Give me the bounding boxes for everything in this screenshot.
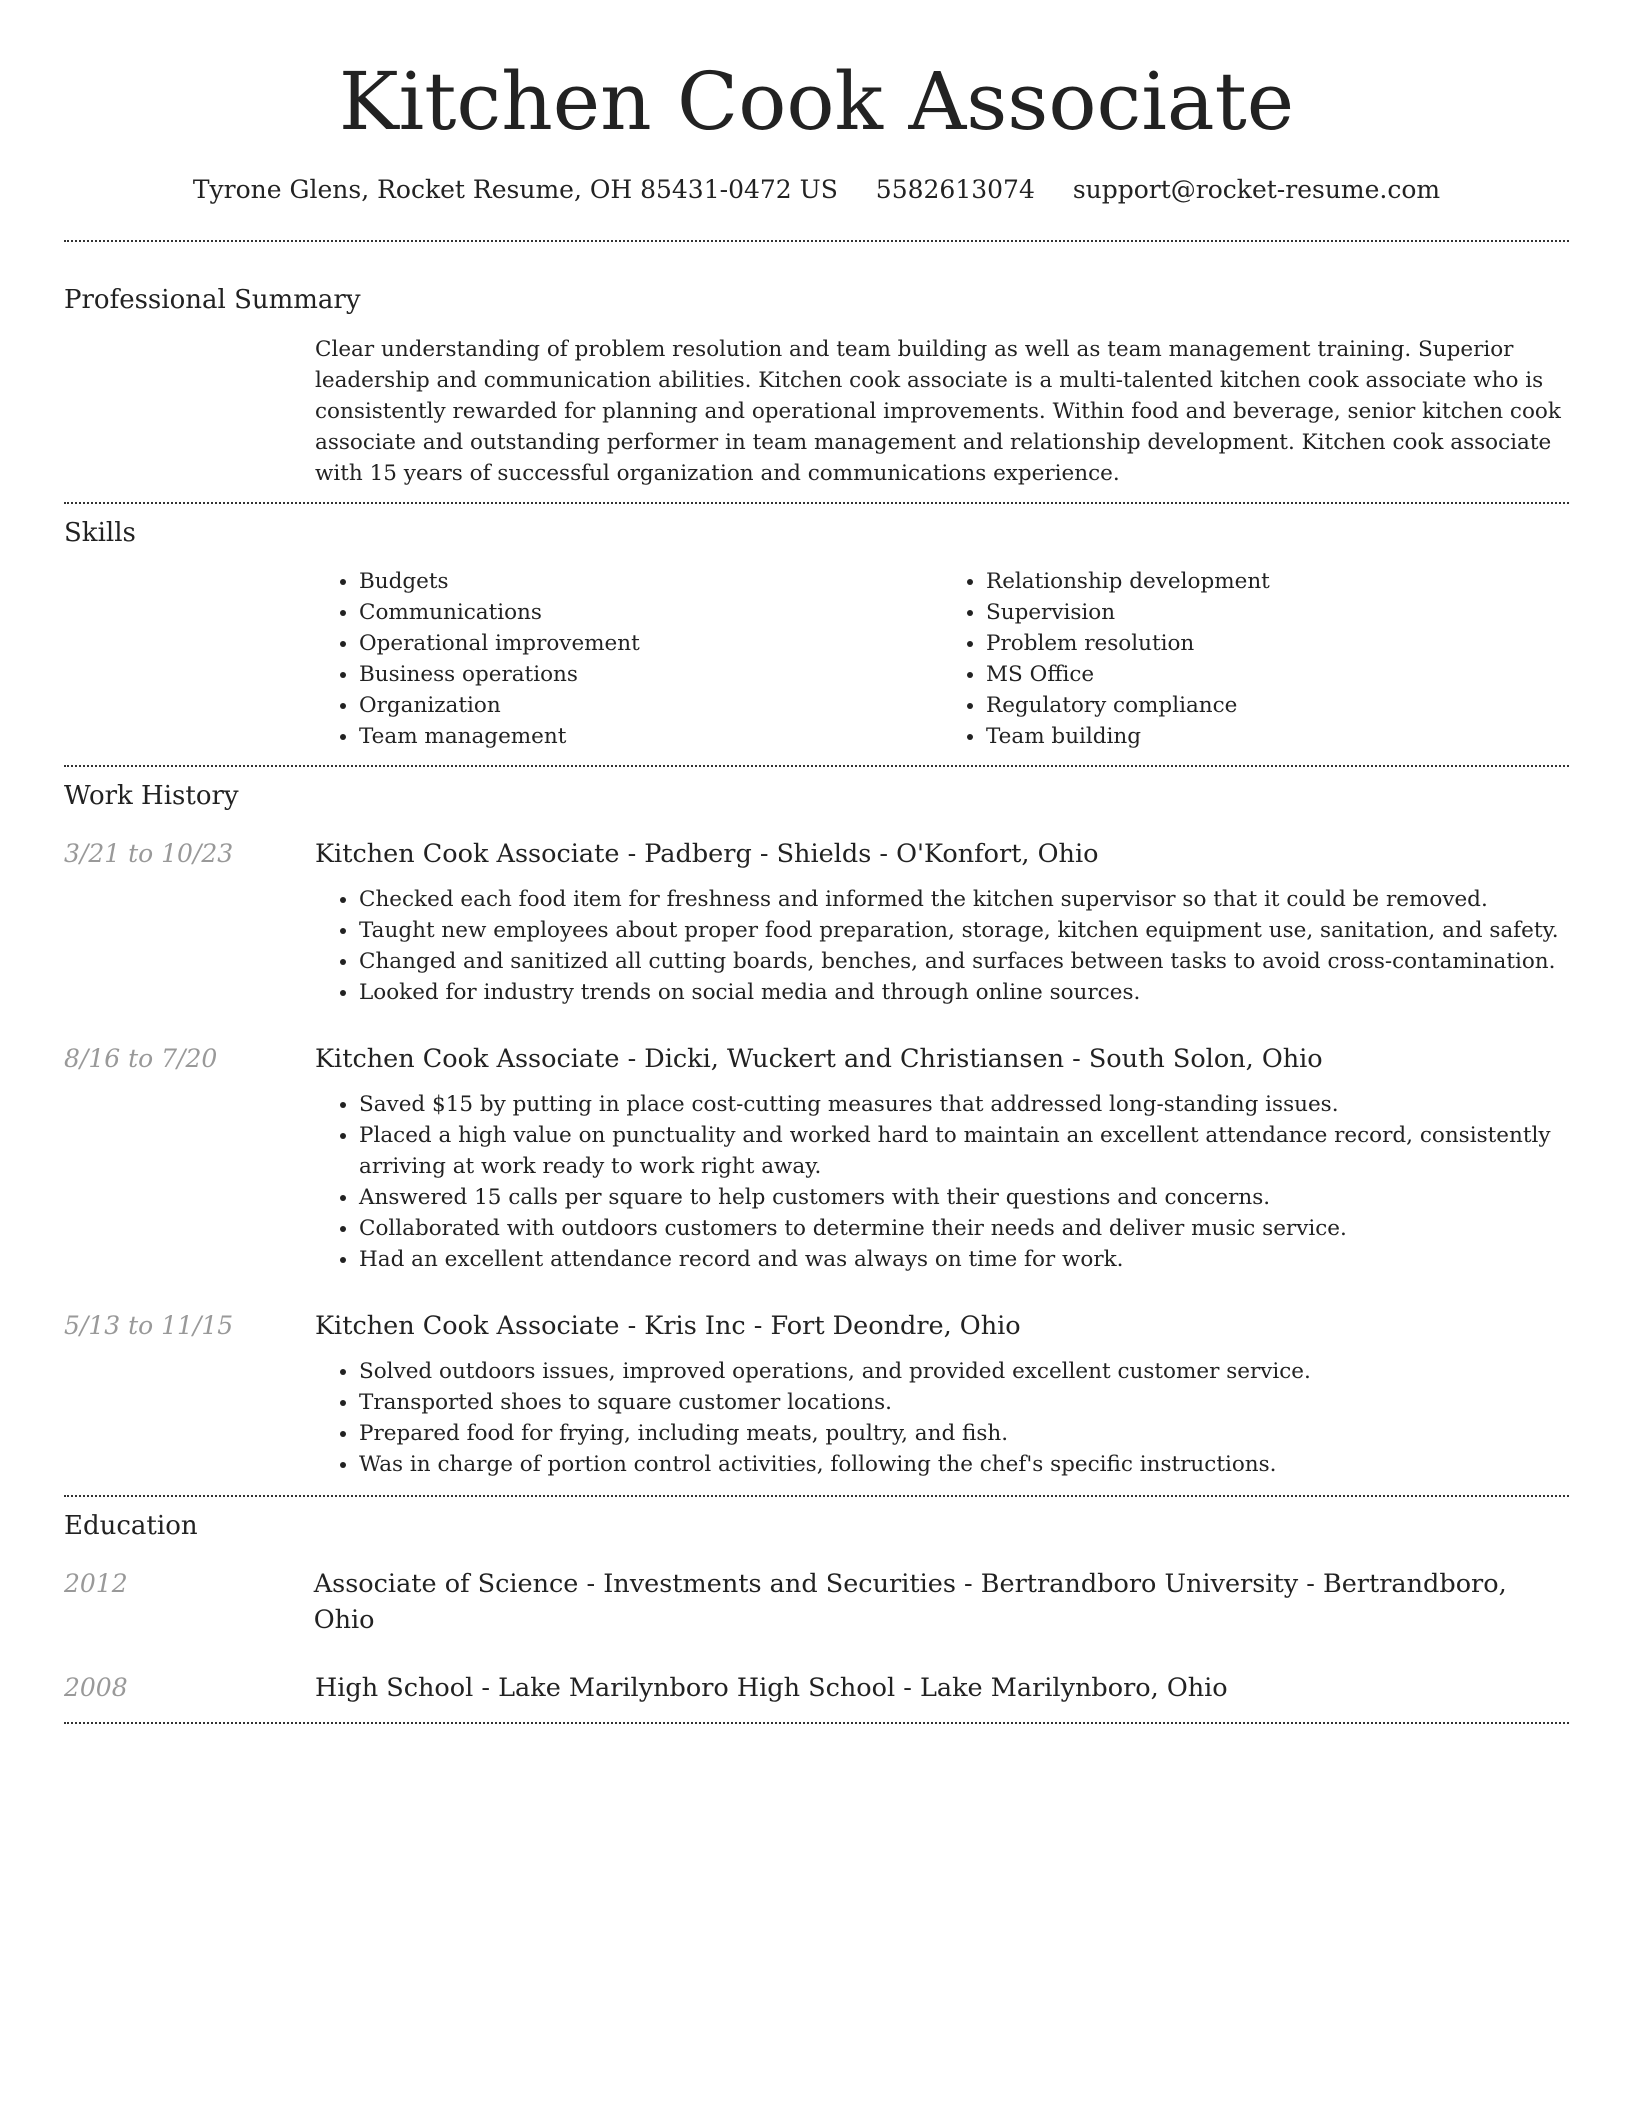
education-entry (64, 1670, 1569, 1706)
job-details (315, 1308, 1569, 1495)
job-bullet: • Saved $15 by putting in place cost-cutting measures that addressed long-standing issues. (359, 1089, 1569, 1120)
education-heading: Education (64, 1511, 198, 1541)
education-details: High School - Lake Marilynboro High School - Lake Marilynboro, Ohio (315, 1673, 1228, 1703)
job-bullets (315, 884, 1569, 1008)
job-heading: Kitchen Cook Associate - Dicki, Wuckert and Christiansen - South Solon, Ohio (315, 1044, 1323, 1074)
skills-heading: Skills (64, 518, 136, 548)
job-heading: Kitchen Cook Associate - Kris Inc - Fort Deondre, Ohio (315, 1311, 1021, 1341)
job-entry (64, 1308, 1569, 1495)
resume-page (64, 0, 1569, 1724)
contact-email: support@rocket-resume.com (1072, 175, 1441, 204)
job-bullet: • Was in charge of portion control activities, following the chef's specific instructions. (359, 1449, 1569, 1480)
job-bullets (315, 1356, 1569, 1480)
skill-item: • Team management (359, 721, 942, 752)
job-bullet: • Transported shoes to square customer locations. (359, 1387, 1569, 1418)
skill-item: • MS Office (986, 659, 1569, 690)
job-bullet: • Checked each food item for freshness and informed the kitchen supervisor so that it could be removed. (359, 884, 1569, 915)
job-bullet: • Prepared food for frying, including meats, poultry, and fish. (359, 1418, 1569, 1449)
resume-name-title: Kitchen Cook Associate (338, 55, 1295, 148)
summary-section (64, 282, 1569, 489)
job-bullet: • Collaborated with outdoors customers to determine their needs and deliver music service. (359, 1213, 1569, 1244)
job-dates: 5/13 to 11/15 (64, 1311, 234, 1340)
job-dates: 8/16 to 7/20 (64, 1044, 218, 1073)
skill-item: • Budgets (359, 566, 942, 597)
education-details: Associate of Science - Investments and Securities - Bertrandboro University - Bertrandboro, Ohio (313, 1569, 1507, 1635)
divider (64, 1722, 1569, 1724)
education-entry (64, 1566, 1569, 1638)
summary-heading: Professional Summary (64, 285, 361, 315)
divider (64, 502, 1569, 504)
skills-section (64, 515, 1569, 752)
job-details (315, 836, 1569, 1008)
skill-item: • Communications (359, 597, 942, 628)
skills-list-right (942, 566, 1569, 752)
job-bullet: • Taught new employees about proper food preparation, storage, kitchen equipment use, sanitation, and safety. (359, 915, 1569, 946)
job-details (315, 1041, 1569, 1275)
contact-address: Tyrone Glens, Rocket Resume, OH 85431-0472 US (192, 175, 838, 204)
job-bullet: • Changed and sanitized all cutting boards, benches, and surfaces between tasks to avoid cross-contamination. (359, 946, 1569, 977)
skill-item: • Organization (359, 690, 942, 721)
job-entry (64, 1041, 1569, 1275)
job-bullets (315, 1089, 1569, 1275)
skill-item: • Problem resolution (986, 628, 1569, 659)
skill-item: • Relationship development (986, 566, 1569, 597)
job-bullet: • Answered 15 calls per square to help customers with their questions and concerns. (359, 1182, 1569, 1213)
job-heading: Kitchen Cook Associate - Padberg - Shields - O'Konfort, Ohio (315, 839, 1099, 869)
education-section (64, 1508, 1569, 1706)
contact-line (64, 172, 1569, 208)
skill-item: • Regulatory compliance (986, 690, 1569, 721)
education-year: 2012 (64, 1569, 128, 1598)
job-bullet: • Solved outdoors issues, improved operations, and provided excellent customer service. (359, 1356, 1569, 1387)
work-history-heading: Work History (64, 781, 239, 811)
job-dates: 3/21 to 10/23 (64, 839, 234, 868)
skill-item: • Team building (986, 721, 1569, 752)
job-bullet: • Looked for industry trends on social media and through online sources. (359, 977, 1569, 1008)
divider (64, 240, 1569, 242)
skill-item: • Business operations (359, 659, 942, 690)
skill-item: • Supervision (986, 597, 1569, 628)
skill-item: • Operational improvement (359, 628, 942, 659)
summary-text: Clear understanding of problem resolution and team building as well as team management training. Superior leadership and communication abilities. Kitchen cook associate is a multi-talented kitchen cook associate who is consistently rewarded for planning and operational improvements. Within food and beverage, senior kitchen cook associate and outstanding performer in team management and relationship development. Kitchen cook associate with 15 years of successful organization and communications experience. (315, 337, 1561, 486)
divider (64, 1495, 1569, 1497)
work-history-section (64, 778, 1569, 1495)
job-bullet: • Placed a high value on punctuality and worked hard to maintain an excellent attendance record, consistently arriving at work ready to work right away. (359, 1120, 1569, 1182)
job-entry (64, 836, 1569, 1008)
contact-phone: 5582613074 (875, 175, 1035, 204)
skills-columns (315, 566, 1569, 752)
job-bullet: • Had an excellent attendance record and was always on time for work. (359, 1244, 1569, 1275)
skills-list-left (315, 566, 942, 752)
divider (64, 765, 1569, 767)
education-year: 2008 (64, 1673, 128, 1702)
